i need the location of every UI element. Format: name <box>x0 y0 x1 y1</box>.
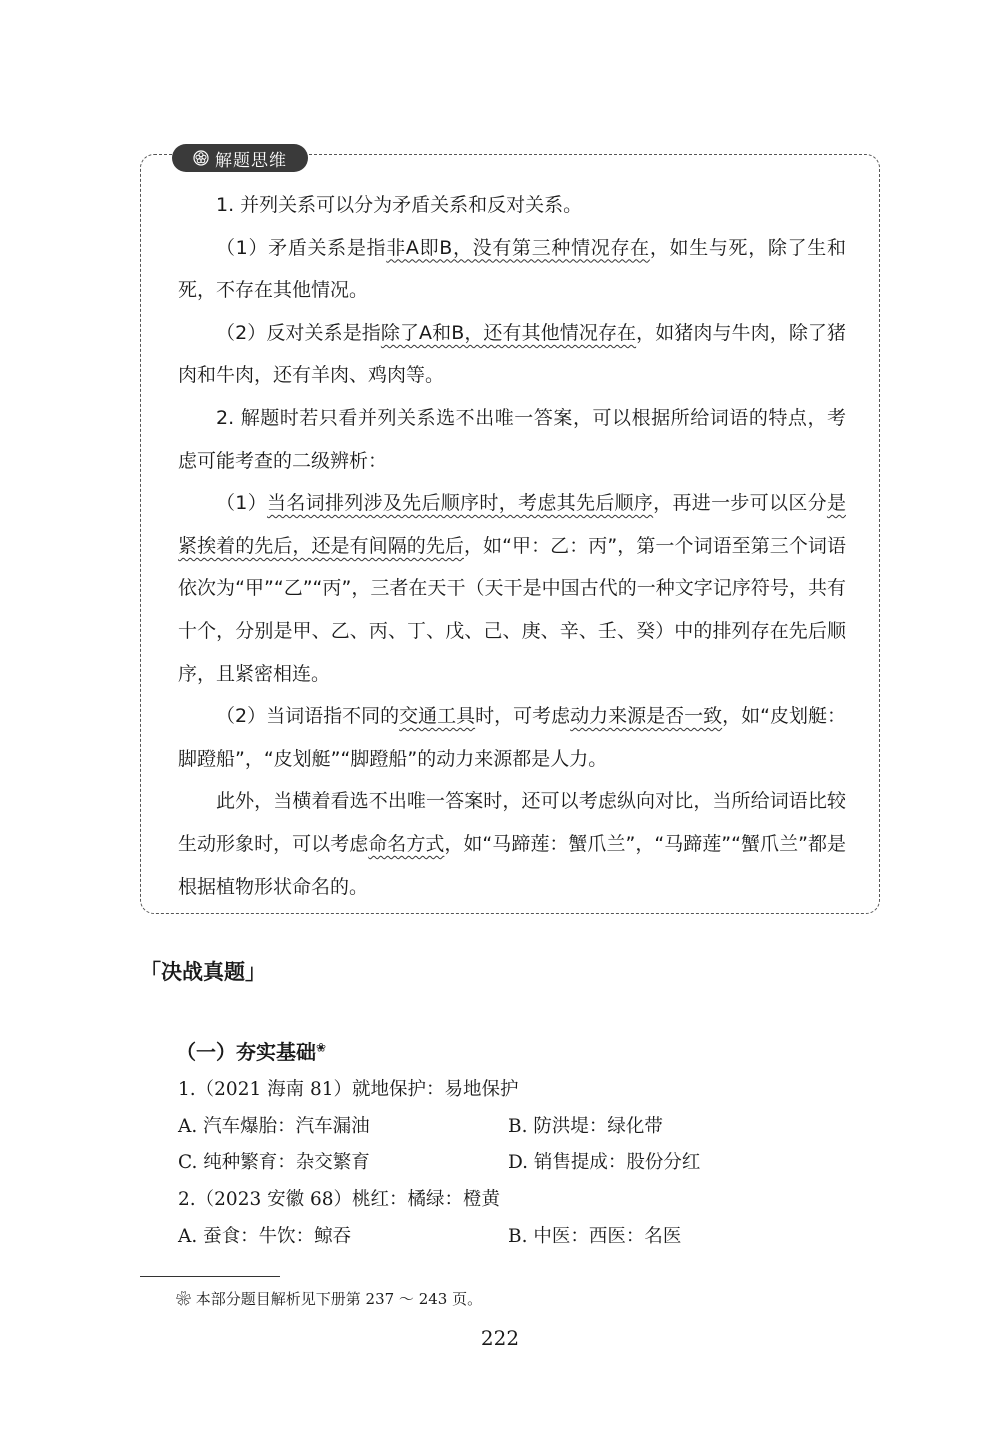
text: ，如猪肉与牛肉，除了猪肉和牛肉，还有羊肉、鸡肉等。 <box>178 321 846 387</box>
emphasis-text: 交通工具 <box>399 705 476 728</box>
paragraph-3 <box>178 312 846 397</box>
text: 2. 解题时若只看并列关系选不出唯一答案，可以根据所给词语的特点，考虑可能考查的二级辨析： <box>178 406 846 472</box>
text: ，如“甲：乙：丙”，第一个词语至第三个词语依次为“甲”“乙”“丙”，三者在天干（天干是中国古代的一种文字记序符号，共有十个，分别是甲、乙、丙、丁、戊、己、庚、辛、壬、癸）中的排列存在先后顺序，且紧密相连。 <box>178 534 846 685</box>
text: 此外，当横着看选不出唯一答案时，还可以考虑纵向对比，当所给词语比较生动形象时，可以考虑 <box>178 790 846 855</box>
text: 时，可考虑 <box>475 705 571 728</box>
emphasis-text: 除了A和B，还有其他情况存在 <box>380 321 637 344</box>
option-b: B. 中医：西医：名医 <box>508 1225 682 1247</box>
options-row <box>178 1145 858 1182</box>
emphasis-text: 动力来源是否一致 <box>570 705 723 728</box>
paragraph-1 <box>178 184 846 227</box>
paragraph-6 <box>178 695 846 780</box>
text: ，再进一步可以区 <box>653 492 808 515</box>
thinking-box-title: 解题思维 <box>215 150 287 171</box>
text: （2）当词语指不同的 <box>216 705 400 728</box>
text: ，如生与死，除了生和死，不存在其他情况。 <box>178 236 846 302</box>
subsection-title <box>176 1036 326 1065</box>
option-b: B. 防洪堤：绿化带 <box>508 1115 663 1137</box>
question-2: 2.（2023 安徽 68）桃红：橘绿：橙黄 <box>178 1189 501 1211</box>
emphasis-text: 是紧挨着的先后，还是有间隔的先后 <box>178 492 846 557</box>
text: （1）矛盾关系是指 <box>216 236 387 259</box>
paragraph-4 <box>178 397 846 482</box>
emphasis-text: 当名词排列涉及先后顺序时，考虑其先后顺序 <box>267 492 654 515</box>
footnote-rule <box>140 1276 280 1277</box>
text: 分 <box>807 492 827 515</box>
options-row <box>178 1219 858 1256</box>
paragraph-5 <box>178 482 846 695</box>
option-c: C. 纯种繁育：杂交繁育 <box>178 1152 370 1174</box>
flower-mark-icon: ❀ <box>316 1040 327 1055</box>
text: ，如“皮划艇：脚蹬船”，“皮划艇”“脚蹬船”的动力来源都是人力。 <box>178 705 846 770</box>
emphasis-text: 命名方式 <box>368 832 445 855</box>
thinking-box-tag <box>172 144 308 172</box>
paragraph-2 <box>178 227 846 312</box>
options-row <box>178 1109 858 1146</box>
option-d: D. 销售提成：股份分红 <box>508 1152 701 1174</box>
page-number: 222 <box>480 1326 520 1350</box>
text: 1. 并列关系可以分为矛盾关系和反对关系。 <box>216 194 583 216</box>
thinking-box-body <box>178 184 846 908</box>
footnote: ❀ 本部分题目解析见下册第 237 ～ 243 页。 <box>176 1290 483 1308</box>
text: （2）反对关系是指 <box>216 321 381 344</box>
question-1: 1.（2021 海南 81）就地保护：易地保护 <box>178 1079 519 1100</box>
text: （1） <box>216 492 268 515</box>
paragraph-7 <box>178 780 846 908</box>
subsection-label: （一）夯实基础 <box>176 1040 316 1064</box>
emphasis-text: 非A即B，没有第三种情况存在 <box>386 236 650 259</box>
option-a: A. 蚕食：牛饮：鲸吞 <box>178 1225 352 1247</box>
option-a: A. 汽车爆胎：汽车漏油 <box>178 1115 370 1137</box>
question-list <box>178 1072 858 1256</box>
flower-icon <box>193 150 209 166</box>
text: ，如“马蹄莲：蟹爪兰”，“马蹄莲”“蟹爪兰”都是根据植物形状命名的。 <box>178 832 846 898</box>
section-title: 「决战真题」 <box>140 960 266 984</box>
